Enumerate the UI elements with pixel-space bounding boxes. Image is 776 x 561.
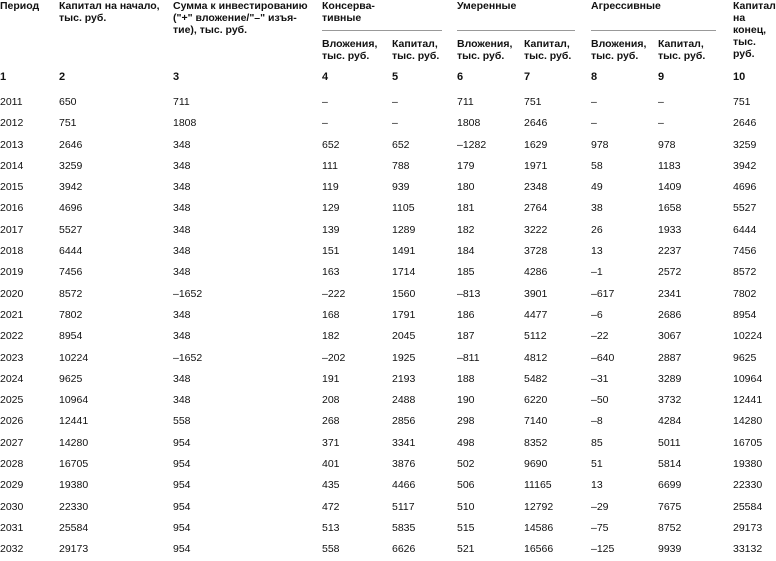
column-number: 7 [524, 71, 531, 83]
cell-conservative-capital: 1289 [392, 223, 416, 236]
cell-conservative-invest: 168 [322, 308, 340, 321]
cell-moderate-capital: 3728 [524, 245, 548, 258]
cell-aggressive-invest: 51 [591, 458, 603, 471]
column-number: 8 [591, 71, 598, 83]
cell-period: 2026 [0, 415, 24, 428]
cell-conservative-capital: 3341 [392, 436, 416, 449]
table-row [0, 433, 770, 454]
cell-conservative-invest: –202 [322, 351, 346, 364]
cell-aggressive-invest: –6 [591, 308, 603, 321]
cell-aggressive-capital: 7675 [658, 500, 682, 513]
cell-moderate-capital: 4477 [524, 308, 548, 321]
cell-capital-start: 10224 [59, 351, 89, 364]
cell-capital-start: 4696 [59, 202, 83, 215]
cell-aggressive-capital: 1933 [658, 223, 682, 236]
column-number: 2 [59, 71, 66, 83]
cell-capital-end: 29173 [733, 521, 763, 534]
cell-capital-start: 7456 [59, 266, 83, 279]
cell-conservative-capital: 2488 [392, 394, 416, 407]
cell-invest-sum: 1808 [173, 117, 197, 130]
cell-aggressive-capital: 8752 [658, 521, 682, 534]
cell-conservative-capital: 2045 [392, 330, 416, 343]
cell-capital-start: 8954 [59, 330, 83, 343]
header-rule-moderate [457, 30, 575, 31]
cell-period: 2024 [0, 372, 24, 385]
cell-conservative-capital: 1714 [392, 266, 416, 279]
cell-moderate-invest: 190 [457, 394, 475, 407]
cell-invest-sum: 558 [173, 415, 191, 428]
cell-capital-end: 9625 [733, 351, 757, 364]
cell-capital-end: 7456 [733, 245, 757, 258]
cell-period: 2025 [0, 394, 24, 407]
cell-aggressive-capital: 1658 [658, 202, 682, 215]
cell-aggressive-capital: 1183 [658, 159, 681, 172]
table-row [0, 454, 770, 475]
cell-conservative-invest: 558 [322, 543, 340, 556]
cell-capital-end: 6444 [733, 223, 757, 236]
cell-conservative-capital: 1491 [392, 245, 416, 258]
cell-aggressive-invest: – [591, 117, 597, 130]
cell-conservative-invest: 513 [322, 521, 340, 534]
cell-moderate-invest: 1808 [457, 117, 481, 130]
cell-period: 2029 [0, 479, 24, 492]
cell-capital-start: 25584 [59, 521, 89, 534]
cell-aggressive-invest: –50 [591, 394, 609, 407]
cell-capital-start: 14280 [59, 436, 89, 449]
cell-aggressive-capital: 6699 [658, 479, 682, 492]
cell-moderate-capital: 1629 [524, 138, 548, 151]
cell-moderate-capital: 7140 [524, 415, 548, 428]
cell-aggressive-invest: 978 [591, 138, 609, 151]
cell-invest-sum: 954 [173, 479, 191, 492]
cell-conservative-invest: 163 [322, 266, 340, 279]
cell-conservative-invest: 111 [322, 159, 338, 172]
cell-capital-start: 3942 [59, 181, 83, 194]
cell-conservative-capital: 1105 [392, 202, 415, 215]
cell-capital-end: 751 [733, 96, 751, 108]
cell-conservative-capital: 6626 [392, 543, 416, 556]
cell-invest-sum: 348 [173, 330, 191, 343]
cell-capital-start: 751 [59, 117, 77, 130]
column-number: 5 [392, 71, 399, 83]
cell-aggressive-invest: –1 [591, 266, 603, 279]
cell-aggressive-capital: – [658, 117, 664, 130]
cell-conservative-invest: – [322, 117, 328, 130]
cell-moderate-invest: –811 [457, 351, 480, 364]
cell-capital-start: 650 [59, 96, 77, 108]
column-number: 1 [0, 71, 7, 83]
header-moderate: Умеренные [457, 0, 517, 12]
cell-aggressive-capital: 9939 [658, 543, 682, 556]
cell-aggressive-invest: –75 [591, 521, 609, 534]
cell-conservative-capital: 5835 [392, 521, 416, 534]
cell-invest-sum: 348 [173, 159, 191, 172]
cell-invest-sum: 954 [173, 543, 191, 556]
cell-moderate-invest: 498 [457, 436, 475, 449]
cell-period: 2013 [0, 138, 24, 151]
cell-aggressive-capital: 1409 [658, 181, 682, 194]
cell-aggressive-capital: 2237 [658, 245, 682, 258]
cell-capital-start: 12441 [59, 415, 89, 428]
table-row [0, 177, 770, 198]
header-period: Период [0, 0, 40, 12]
table-row [0, 220, 770, 241]
cell-capital-end: 3942 [733, 159, 757, 172]
cell-moderate-capital: 5482 [524, 372, 548, 385]
cell-aggressive-invest: –29 [591, 500, 609, 513]
cell-moderate-invest: 186 [457, 308, 475, 321]
table-row [0, 411, 770, 432]
cell-aggressive-capital: – [658, 96, 664, 108]
cell-aggressive-capital: 5011 [658, 436, 681, 449]
cell-moderate-invest: 188 [457, 372, 475, 385]
cell-conservative-capital: 3876 [392, 458, 416, 471]
cell-conservative-capital: 4466 [392, 479, 416, 492]
cell-conservative-invest: 191 [322, 372, 340, 385]
cell-aggressive-invest: 38 [591, 202, 603, 215]
cell-moderate-capital: 9690 [524, 458, 548, 471]
cell-aggressive-capital: 978 [658, 138, 676, 151]
cell-period: 2032 [0, 543, 24, 556]
cell-period: 2019 [0, 266, 24, 279]
cell-conservative-capital: – [392, 117, 398, 130]
cell-moderate-capital: 2348 [524, 181, 548, 194]
cell-moderate-capital: 6220 [524, 394, 548, 407]
table-row [0, 135, 770, 156]
cell-period: 2027 [0, 436, 24, 449]
cell-conservative-capital: 1925 [392, 351, 416, 364]
cell-moderate-capital: 3901 [524, 287, 548, 300]
cell-moderate-invest: 502 [457, 458, 475, 471]
cell-aggressive-invest: –22 [591, 330, 609, 343]
cell-capital-end: 14280 [733, 415, 763, 428]
cell-conservative-capital: – [392, 96, 398, 108]
cell-conservative-invest: 129 [322, 202, 340, 215]
cell-aggressive-capital: 2572 [658, 266, 682, 279]
header-rule-aggressive [591, 30, 716, 31]
cell-moderate-invest: 185 [457, 266, 475, 279]
cell-invest-sum: 348 [173, 181, 191, 194]
table-row [0, 497, 770, 518]
cell-capital-start: 8572 [59, 287, 83, 300]
cell-aggressive-capital: 3289 [658, 372, 682, 385]
cell-period: 2016 [0, 202, 24, 215]
column-number: 4 [322, 71, 329, 83]
cell-conservative-invest: 119 [322, 181, 339, 194]
cell-period: 2017 [0, 223, 24, 236]
cell-moderate-capital: 12792 [524, 500, 554, 513]
cell-invest-sum: 348 [173, 138, 191, 151]
cell-moderate-capital: 751 [524, 96, 542, 108]
cell-period: 2018 [0, 245, 24, 258]
column-number: 10 [733, 71, 746, 83]
cell-aggressive-invest: –125 [591, 543, 615, 556]
cell-period: 2012 [0, 117, 24, 130]
cell-invest-sum: 954 [173, 521, 191, 534]
cell-conservative-invest: – [322, 96, 328, 108]
cell-capital-end: 3259 [733, 138, 757, 151]
cell-capital-end: 7802 [733, 287, 757, 300]
cell-aggressive-invest: –8 [591, 415, 603, 428]
cell-aggressive-invest: – [591, 96, 597, 108]
table-row [0, 539, 770, 560]
cell-capital-start: 7802 [59, 308, 83, 321]
cell-invest-sum: 348 [173, 308, 191, 321]
subheader-conservative-capital: Капитал, тыс. руб. [392, 38, 440, 62]
cell-period: 2015 [0, 181, 24, 194]
cell-moderate-capital: 11165 [524, 479, 552, 492]
cell-moderate-invest: –813 [457, 287, 481, 300]
cell-moderate-invest: 521 [457, 543, 475, 556]
cell-invest-sum: 348 [173, 266, 191, 279]
header-conservative: Консерва- тивные [322, 0, 375, 24]
cell-conservative-invest: 401 [322, 458, 340, 471]
cell-aggressive-invest: 13 [591, 245, 603, 258]
header-capital-start: Капитал на начало, тыс. руб. [59, 0, 160, 24]
cell-aggressive-invest: –640 [591, 351, 615, 364]
column-number: 6 [457, 71, 464, 83]
cell-aggressive-capital: 2341 [658, 287, 682, 300]
cell-moderate-invest: 510 [457, 500, 475, 513]
cell-capital-end: 12441 [733, 394, 763, 407]
cell-capital-end: 22330 [733, 479, 763, 492]
cell-period: 2023 [0, 351, 24, 364]
table-row [0, 518, 770, 539]
cell-moderate-invest: 181 [457, 202, 475, 215]
cell-capital-end: 8572 [733, 266, 757, 279]
cell-moderate-capital: 4286 [524, 266, 548, 279]
cell-moderate-invest: 187 [457, 330, 475, 343]
cell-aggressive-capital: 4284 [658, 415, 682, 428]
header-rule-conservative [322, 30, 442, 31]
table-row [0, 156, 770, 177]
cell-aggressive-invest: 49 [591, 181, 603, 194]
cell-conservative-invest: 182 [322, 330, 340, 343]
cell-aggressive-invest: 13 [591, 479, 603, 492]
table-row [0, 390, 770, 411]
cell-conservative-capital: 788 [392, 159, 410, 172]
cell-invest-sum: 348 [173, 372, 191, 385]
table-row [0, 475, 770, 496]
cell-capital-start: 3259 [59, 159, 83, 172]
table-row [0, 369, 770, 390]
cell-capital-end: 16705 [733, 436, 763, 449]
cell-conservative-invest: –222 [322, 287, 346, 300]
header-capital-end: Капитал на конец, тыс. руб. [733, 0, 776, 60]
cell-invest-sum: 711 [173, 96, 190, 108]
cell-conservative-invest: 208 [322, 394, 340, 407]
cell-aggressive-invest: 26 [591, 223, 603, 236]
cell-conservative-invest: 652 [322, 138, 340, 151]
cell-moderate-invest: 711 [457, 96, 474, 108]
cell-moderate-capital: 5112 [524, 330, 547, 343]
cell-capital-start: 16705 [59, 458, 89, 471]
cell-moderate-capital: 8352 [524, 436, 548, 449]
cell-aggressive-invest: 58 [591, 159, 603, 172]
cell-aggressive-capital: 3067 [658, 330, 682, 343]
table-body [0, 92, 770, 561]
cell-capital-start: 6444 [59, 245, 83, 258]
cell-moderate-capital: 16566 [524, 543, 554, 556]
cell-capital-start: 2646 [59, 138, 83, 151]
cell-invest-sum: 348 [173, 202, 191, 215]
cell-period: 2020 [0, 287, 24, 300]
cell-capital-end: 4696 [733, 181, 757, 194]
cell-invest-sum: –1652 [173, 351, 203, 364]
cell-invest-sum: 954 [173, 458, 191, 471]
cell-capital-start: 19380 [59, 479, 89, 492]
cell-period: 2014 [0, 159, 24, 172]
column-number: 9 [658, 71, 665, 83]
cell-moderate-invest: –1282 [457, 138, 487, 151]
column-number: 3 [173, 71, 180, 83]
cell-period: 2022 [0, 330, 24, 343]
cell-moderate-invest: 184 [457, 245, 475, 258]
cell-capital-end: 19380 [733, 458, 763, 471]
cell-capital-end: 8954 [733, 308, 757, 321]
subheader-conservative-invest: Вложения, тыс. руб. [322, 38, 378, 62]
cell-moderate-capital: 2646 [524, 117, 548, 130]
cell-conservative-invest: 151 [322, 245, 340, 258]
cell-capital-start: 22330 [59, 500, 89, 513]
cell-conservative-capital: 939 [392, 181, 410, 194]
cell-capital-end: 25584 [733, 500, 763, 513]
cell-moderate-invest: 515 [457, 521, 475, 534]
table-row [0, 284, 770, 305]
table-row [0, 198, 770, 219]
subheader-moderate-invest: Вложения, тыс. руб. [457, 38, 513, 62]
cell-moderate-invest: 182 [457, 223, 475, 236]
cell-moderate-capital: 1971 [524, 159, 548, 172]
cell-aggressive-capital: 2686 [658, 308, 682, 321]
cell-moderate-invest: 180 [457, 181, 475, 194]
cell-aggressive-capital: 3732 [658, 394, 682, 407]
table-row [0, 241, 770, 262]
cell-aggressive-invest: 85 [591, 436, 603, 449]
cell-moderate-invest: 506 [457, 479, 475, 492]
table-row [0, 326, 770, 347]
cell-moderate-capital: 14586 [524, 521, 554, 534]
cell-period: 2031 [0, 521, 24, 534]
cell-conservative-invest: 472 [322, 500, 340, 513]
cell-invest-sum: 954 [173, 500, 191, 513]
cell-capital-end: 33132 [733, 543, 763, 556]
table-row [0, 113, 770, 134]
cell-conservative-capital: 2193 [392, 372, 416, 385]
cell-moderate-capital: 3222 [524, 223, 548, 236]
cell-invest-sum: 348 [173, 245, 191, 258]
cell-capital-start: 9625 [59, 372, 83, 385]
cell-conservative-capital: 2856 [392, 415, 416, 428]
table-row [0, 262, 770, 283]
table-row [0, 92, 770, 113]
cell-period: 2021 [0, 308, 24, 321]
cell-conservative-capital: 652 [392, 138, 410, 151]
cell-conservative-capital: 5117 [392, 500, 415, 513]
cell-period: 2030 [0, 500, 24, 513]
cell-invest-sum: 348 [173, 394, 191, 407]
cell-moderate-capital: 2764 [524, 202, 548, 215]
subheader-aggressive-invest: Вложения, тыс. руб. [591, 38, 647, 62]
cell-capital-end: 2646 [733, 117, 757, 130]
cell-conservative-capital: 1791 [392, 308, 416, 321]
cell-moderate-invest: 298 [457, 415, 475, 428]
cell-aggressive-capital: 5814 [658, 458, 682, 471]
cell-moderate-invest: 179 [457, 159, 475, 172]
cell-capital-end: 5527 [733, 202, 757, 215]
subheader-aggressive-capital: Капитал, тыс. руб. [658, 38, 706, 62]
cell-invest-sum: 954 [173, 436, 191, 449]
cell-aggressive-capital: 2887 [658, 351, 682, 364]
cell-period: 2028 [0, 458, 24, 471]
header-invest-sum: Сумма к инвестированию ("+" вложение/"–" изъя- тие), тыс. руб. [173, 0, 308, 36]
cell-conservative-capital: 1560 [392, 287, 416, 300]
cell-capital-start: 5527 [59, 223, 83, 236]
cell-capital-end: 10964 [733, 372, 763, 385]
header-aggressive: Агрессивные [591, 0, 661, 12]
cell-period: 2011 [0, 96, 23, 108]
cell-moderate-capital: 4812 [524, 351, 548, 364]
cell-conservative-invest: 268 [322, 415, 340, 428]
cell-capital-end: 10224 [733, 330, 763, 343]
cell-conservative-invest: 139 [322, 223, 340, 236]
cell-invest-sum: 348 [173, 223, 191, 236]
cell-aggressive-invest: –617 [591, 287, 615, 300]
cell-conservative-invest: 371 [322, 436, 340, 449]
cell-capital-start: 29173 [59, 543, 89, 556]
cell-invest-sum: –1652 [173, 287, 203, 300]
cell-capital-start: 10964 [59, 394, 89, 407]
cell-aggressive-invest: –31 [591, 372, 609, 385]
cell-conservative-invest: 435 [322, 479, 340, 492]
subheader-moderate-capital: Капитал, тыс. руб. [524, 38, 572, 62]
table-row [0, 348, 770, 369]
table-row [0, 305, 770, 326]
